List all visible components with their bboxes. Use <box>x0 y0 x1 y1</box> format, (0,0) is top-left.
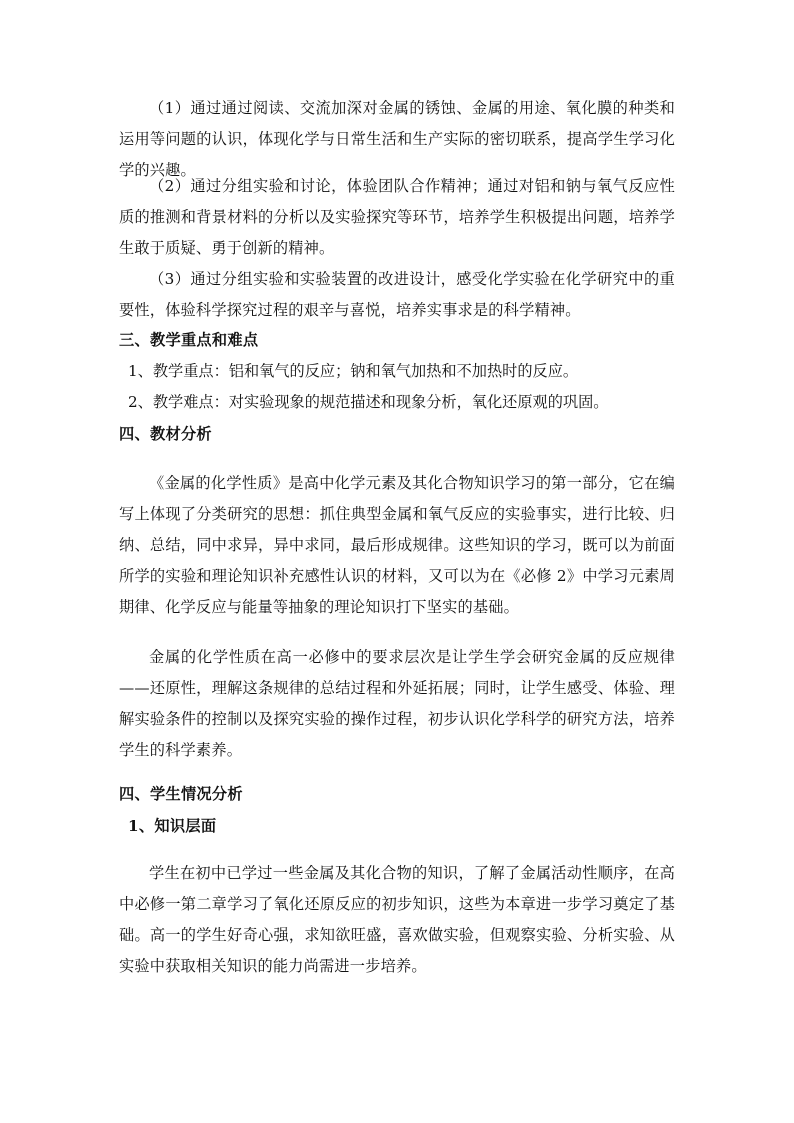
section-heading-textbook-analysis: 四、教材分析 <box>119 425 212 443</box>
key-point-item-2: 2、教学难点：对实验现象的规范描述和现象分析，氧化还原观的巩固。 <box>128 393 609 411</box>
student-analysis-paragraph: 学生在初中已学过一些金属及其化合物的知识，了解了金属活动性顺序，在高中必修一第二章学习了氧化还原反应的初步知识，这些为本章进一步学习奠定了基础。高一的学生好奇心强，求知欲旺盛，喜欢做实验，但观察实验、分析实验、从实验中获取相关知识的能力尚需进一步培养。 <box>119 864 675 975</box>
subheading-knowledge-level: 1、知识层面 <box>128 817 217 835</box>
goal-paragraph-2: （2）通过分组实验和讨论，体验团队合作精神；通过对铝和钠与氧气反应性质的推测和背景材料的分析以及实验探究等环节，培养学生积极提出问题，培养学生敢于质疑、勇于创新的精神。 <box>119 177 675 257</box>
textbook-analysis-paragraph-1: 《金属的化学性质》是高中化学元素及其化合物知识学习的第一部分，它在编写上体现了分类研究的思想：抓住典型金属和氧气反应的实验事实，进行比较、归纳、总结，同中求异，异中求同，最后形成规律。这些知识的学习，既可以为前面所学的实验和理论知识补充感性认识的材料，又可以为在《必修 2》中学习元素周期律、化学反应与能量等抽象的理论知识打下坚实的基础。 <box>119 474 675 616</box>
goal-paragraph-3: （3）通过分组实验和实验装置的改进设计，感受化学实验在化学研究中的重要性，体验科学探究过程的艰辛与喜悦，培养实事求是的科学精神。 <box>119 270 675 319</box>
section-heading-key-points: 三、教学重点和难点 <box>119 331 259 349</box>
textbook-analysis-paragraph-2: 金属的化学性质在高一必修中的要求层次是让学生学会研究金属的反应规律——还原性，理解这条规律的总结过程和外延拓展；同时，让学生感受、体验、理解实验条件的控制以及探究实验的操作过程，初步认识化学科学的研究方法，培养学生的科学素养。 <box>119 648 675 759</box>
goal-paragraph-1: （1）通过通过阅读、交流加深对金属的锈蚀、金属的用途、氧化膜的种类和运用等问题的认识，体现化学与日常生活和生产实际的密切联系，提高学生学习化学的兴趣。 <box>119 99 675 179</box>
key-point-item-1: 1、教学重点：铝和氧气的反应；钠和氧气加热和不加热时的反应。 <box>128 362 579 380</box>
section-heading-student-analysis: 四、学生情况分析 <box>119 785 243 803</box>
